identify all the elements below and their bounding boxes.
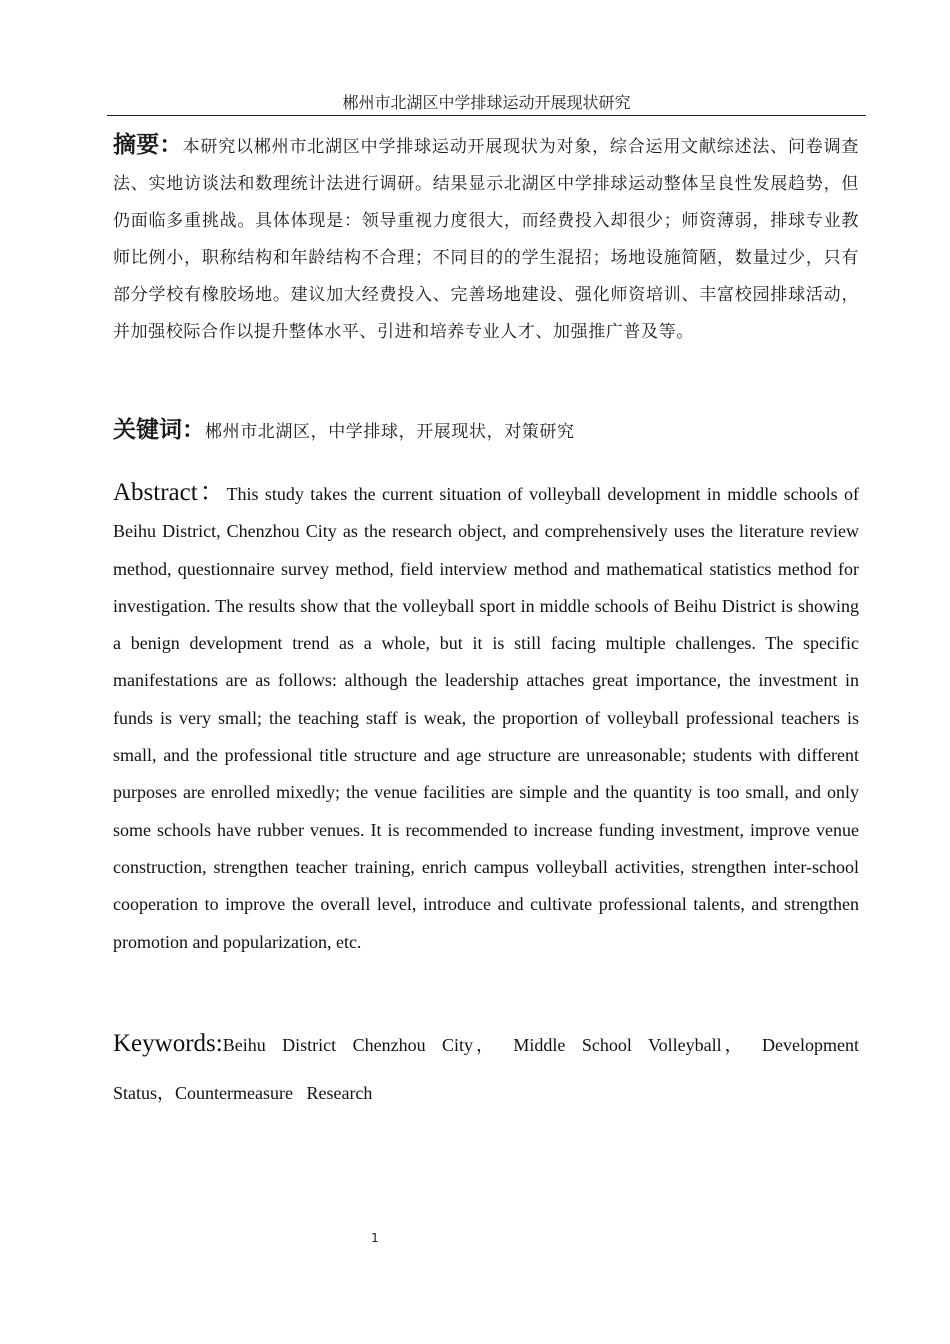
chinese-keywords-label: 关键词： xyxy=(113,417,205,443)
header-divider xyxy=(107,115,866,116)
chinese-keywords-text: 郴州市北湖区，中学排球，开展现状，对策研究 xyxy=(205,422,575,442)
english-keywords xyxy=(113,1020,859,1117)
chinese-abstract xyxy=(113,127,859,351)
english-abstract-label: Abstract： xyxy=(113,479,227,506)
running-header-title: 郴州市北湖区中学排球运动开展现状研究 xyxy=(342,93,631,112)
chinese-abstract-label: 摘要： xyxy=(113,132,183,158)
english-keywords-text: Beihu District Chenzhou City， Middle School Volleyball， Development Status，Countermeasure Research xyxy=(113,1035,859,1103)
english-keywords-label: Keywords: xyxy=(113,1030,223,1057)
english-abstract-text: This study takes the current situation of volleyball development in middle schools of Beihu District, Chenzhou City as the research object, and comprehensively uses the literature review method, questionnaire survey method, field interview method and mathematical statistics method for investigation. The results show that the volleyball sport in middle schools of Beihu District is showing a benign development trend as a whole, but it is still facing multiple challenges. The specific manifestations are as follows: although the leadership attaches great importance, the investment in funds is very small; the teaching staff is weak, the proportion of volleyball professional teachers is small, and the professional title structure and age structure are unreasonable; students with different purposes are enrolled mixedly; the venue facilities are simple and the quantity is too small, and only some schools have rubber venues. It is recommended to increase funding investment, improve venue construction, strengthen teacher training, enrich campus volleyball activities, strengthen inter-school cooperation to improve the overall level, introduce and cultivate professional talents, and strengthen promotion and popularization, etc. xyxy=(113,484,859,952)
chinese-abstract-text: 本研究以郴州市北湖区中学排球运动开展现状为对象，综合运用文献综述法、问卷调查法、实地访谈法和数理统计法进行调研。结果显示北湖区中学排球运动整体呈良性发展趋势，但仍面临多重挑战。具体体现是：领导重视力度很大，而经费投入却很少；师资薄弱，排球专业教师比例小，职称结构和年龄结构不合理；不同目的的学生混招；场地设施简陋，数量过少，只有部分学校有橡胶场地。建议加大经费投入、完善场地建设、强化师资培训、丰富校园排球活动，并加强校际合作以提升整体水平、引进和培养专业人才、加强推广普及等。 xyxy=(113,137,859,342)
page-number: 1 xyxy=(371,1231,379,1245)
english-abstract xyxy=(113,474,859,961)
chinese-keywords xyxy=(113,411,859,451)
